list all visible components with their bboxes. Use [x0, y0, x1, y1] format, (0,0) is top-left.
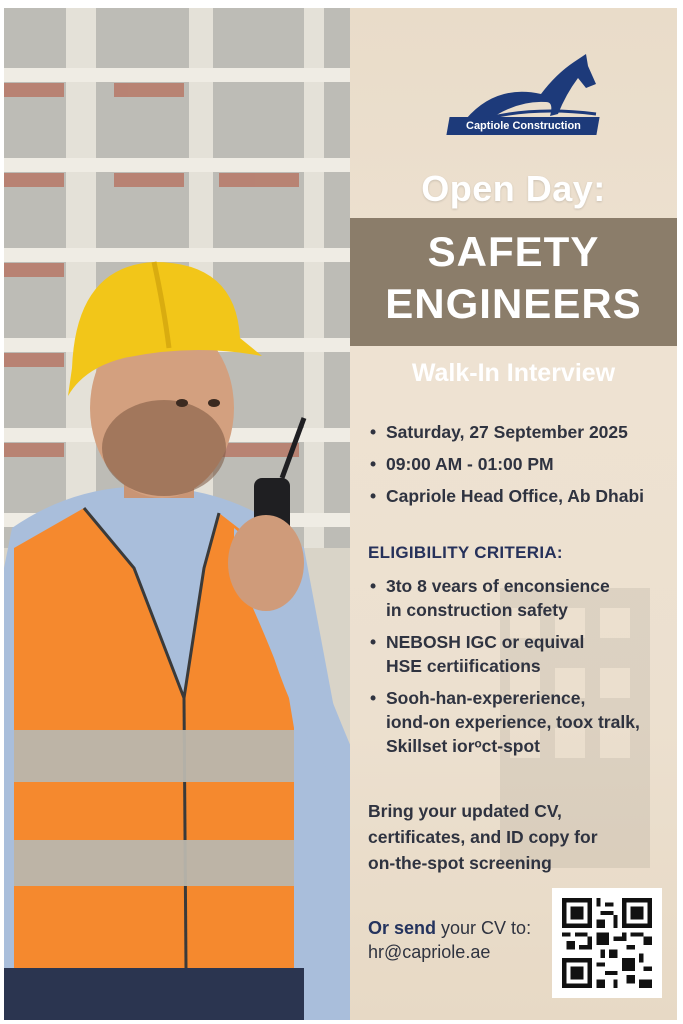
contact-email[interactable]: hr@capriole.ae	[368, 942, 491, 962]
list-item	[368, 630, 673, 678]
open-day-heading: Open Day:	[421, 168, 606, 209]
send-cv-rest: your CV to:	[436, 918, 532, 938]
qr-code-icon[interactable]	[552, 888, 662, 998]
info-panel	[350, 8, 677, 1020]
role-banner	[350, 218, 677, 346]
role-title-line1: SAFETY	[427, 228, 600, 275]
walk-in-subtitle: Walk-In Interview	[411, 359, 616, 387]
construction-scene-illustration	[4, 8, 350, 1020]
eligibility-heading: ELIGIBILITY CRITERIA:	[368, 543, 563, 562]
bring-line: on-the-spot screening	[368, 853, 552, 873]
criteria-line: • NEBOSH IGC or equival	[386, 632, 585, 652]
engineer-photo	[4, 8, 350, 1020]
job-poster	[4, 8, 677, 1020]
eligibility-list	[368, 574, 673, 766]
role-title-line2: ENGINEERS	[385, 280, 642, 327]
company-logo-label: Captiole Construction	[446, 117, 599, 135]
criteria-line: in construction safety	[386, 600, 568, 620]
bring-line: Bring your updated CV,	[368, 801, 562, 821]
event-time: • 09:00 AM - 01:00 PM	[368, 452, 673, 476]
criteria-line: • Sooh-han-expererience,	[386, 688, 586, 708]
criteria-line: HSE certiifications	[386, 656, 541, 676]
event-location: • Capriole Head Office, Ab Dhabi	[368, 484, 673, 508]
send-cv-bold: Or send	[368, 918, 437, 938]
bring-line: certificates, and ID copy for	[368, 827, 598, 847]
bring-documents-note	[368, 798, 628, 876]
send-cv-line	[368, 914, 531, 942]
criteria-line: iond-on experience, toox tralk,	[386, 712, 640, 732]
list-item	[368, 574, 673, 622]
event-details-list	[368, 420, 673, 516]
event-date: • Saturday, 27 September 2025	[368, 420, 673, 444]
criteria-line: • 3to 8 vears of enconsience	[386, 576, 610, 596]
criteria-line: Skillset iorᵒct-spot	[386, 736, 541, 756]
list-item	[368, 686, 673, 758]
